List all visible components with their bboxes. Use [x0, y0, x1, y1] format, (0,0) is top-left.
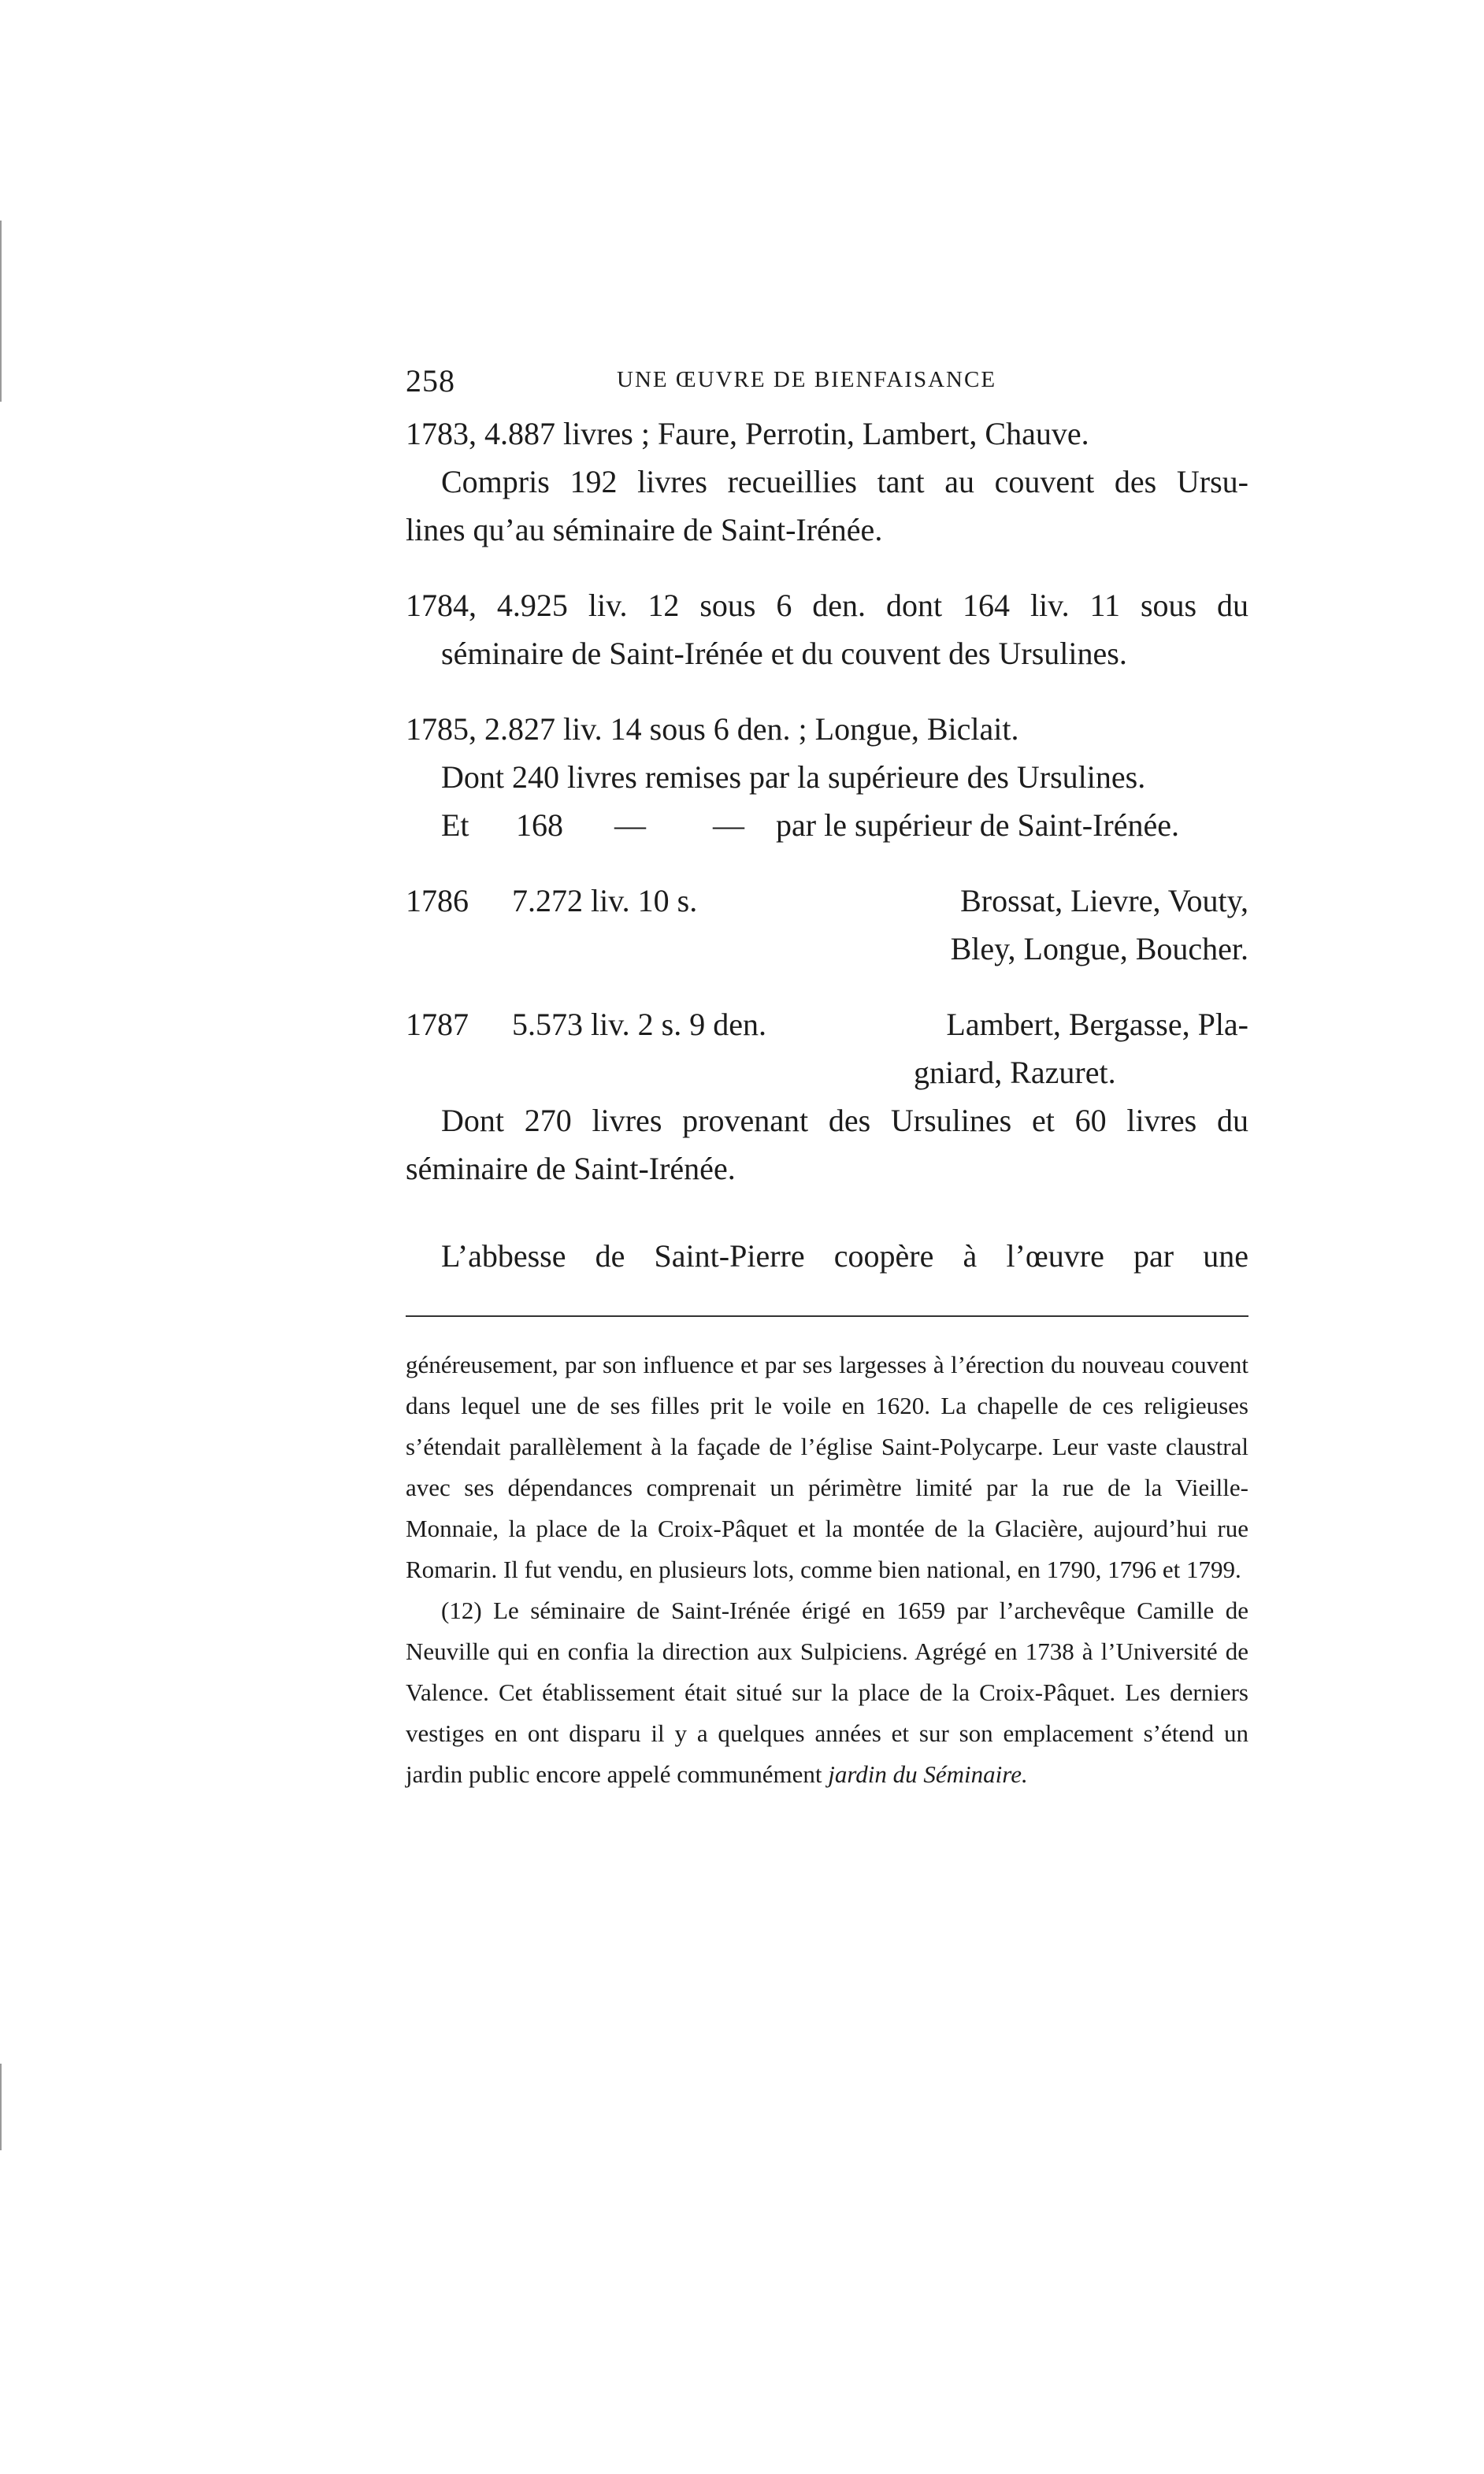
- running-head: [406, 362, 1248, 410]
- entry-names: [878, 1000, 1248, 1096]
- scan-edge-mark: [0, 221, 2, 402]
- closing-line: L’abbesse de Saint-Pierre coopère à l’œuvre par une: [441, 1238, 1248, 1274]
- text-line: lines qu’au séminaire de Saint-Irénée.: [406, 512, 883, 547]
- ditto-mark: —: [713, 807, 744, 843]
- entry-1786: [406, 877, 1248, 973]
- entry-1787: [406, 1000, 1248, 1192]
- text-line: Compris 192 livres recueillies tant au couvent des Ursu-: [441, 464, 1248, 499]
- text-line: Dont 240 livres remises par la supérieure des Ursulines.: [441, 759, 1146, 795]
- footnote-label: (12): [441, 1597, 482, 1624]
- entry-row: [406, 877, 1248, 973]
- ditto-cell: par le supérieur de Saint-Irénée.: [776, 807, 1179, 843]
- footnote-text: Le séminaire de Saint-Irénée érigé en 1659 par l’archevêque Camille de Neuville qui en confia la direction aux Sulpiciens. Agrégé en 1738 à l’Université de Valence. Cet établissement était situé sur la place de la Croix-Pâquet. Les derniers vestiges en ont disparu il y a quelques années et sur son emplacement s’étend un jardin public encore appelé communément: [406, 1597, 1248, 1788]
- ditto-mark: —: [614, 807, 646, 843]
- book-page: [406, 362, 1248, 1795]
- text-line: Dont 270 livres provenant des Ursulines et 60 livres du: [441, 1103, 1248, 1138]
- text-line: 1784, 4.925 liv. 12 sous 6 den. dont 164 liv. 11 sous du: [406, 588, 1248, 623]
- footnote-continued: généreusement, par son influence et par ses largesses à l’érection du nouveau couvent dans lequel une de ses filles prit le voile en 1620. La chapelle de ces religieuses s’étendait parallèlement à la façade de l’église Saint-Polycarpe. Leur vaste claustral avec ses dépendances comprenait un périmètre limité par la rue de la Vieille-Monnaie, la place de la Croix-Pâquet et la montée de la Glacière, aujourd’hui rue Romarin. Il fut vendu, en plusieurs lots, comme bien national, en 1790, 1796 et 1799.: [406, 1351, 1248, 1583]
- footnotes: [406, 1345, 1248, 1795]
- text-line: 1783, 4.887 livres ; Faure, Perrotin, Lambert, Chauve.: [406, 416, 1089, 451]
- page-number: 258: [406, 363, 455, 399]
- footnote-italic: jardin du Séminaire.: [828, 1760, 1028, 1788]
- text-line: 1785, 2.827 liv. 14 sous 6 den. ; Longue, Biclait.: [406, 711, 1019, 747]
- footnote-12: [406, 1590, 1248, 1795]
- ditto-cell: Et: [441, 807, 469, 843]
- entry-names: [772, 877, 1248, 973]
- entry-year: 1786: [406, 883, 469, 918]
- entry-amount: 5.573 liv. 2 s. 9 den.: [512, 1007, 766, 1042]
- entry-1783: [406, 410, 1248, 554]
- main-text: [406, 410, 1248, 1280]
- footnote-rule: [406, 1315, 1248, 1317]
- entry-amount: 7.272 liv. 10 s.: [512, 883, 698, 918]
- names-line: Lambert, Bergasse, Pla-: [946, 1007, 1248, 1042]
- entry-1784: [406, 581, 1248, 677]
- text-line: séminaire de Saint-Irénée et du couvent des Ursulines.: [441, 636, 1127, 671]
- entry-row: [406, 1000, 1248, 1096]
- names-line: Bley, Longue, Boucher.: [950, 931, 1248, 966]
- running-title: UNE ŒUVRE DE BIENFAISANCE: [617, 367, 997, 392]
- ditto-row: [406, 801, 1248, 849]
- text-line: séminaire de Saint-Irénée.: [406, 1151, 736, 1186]
- scan-edge-mark: [0, 2064, 2, 2150]
- names-line: gniard, Razuret.: [914, 1055, 1116, 1090]
- ditto-cell: 168: [516, 807, 563, 843]
- names-line: Brossat, Lievre, Vouty,: [960, 883, 1248, 918]
- entry-year: 1787: [406, 1007, 469, 1042]
- entry-1785: [406, 705, 1248, 849]
